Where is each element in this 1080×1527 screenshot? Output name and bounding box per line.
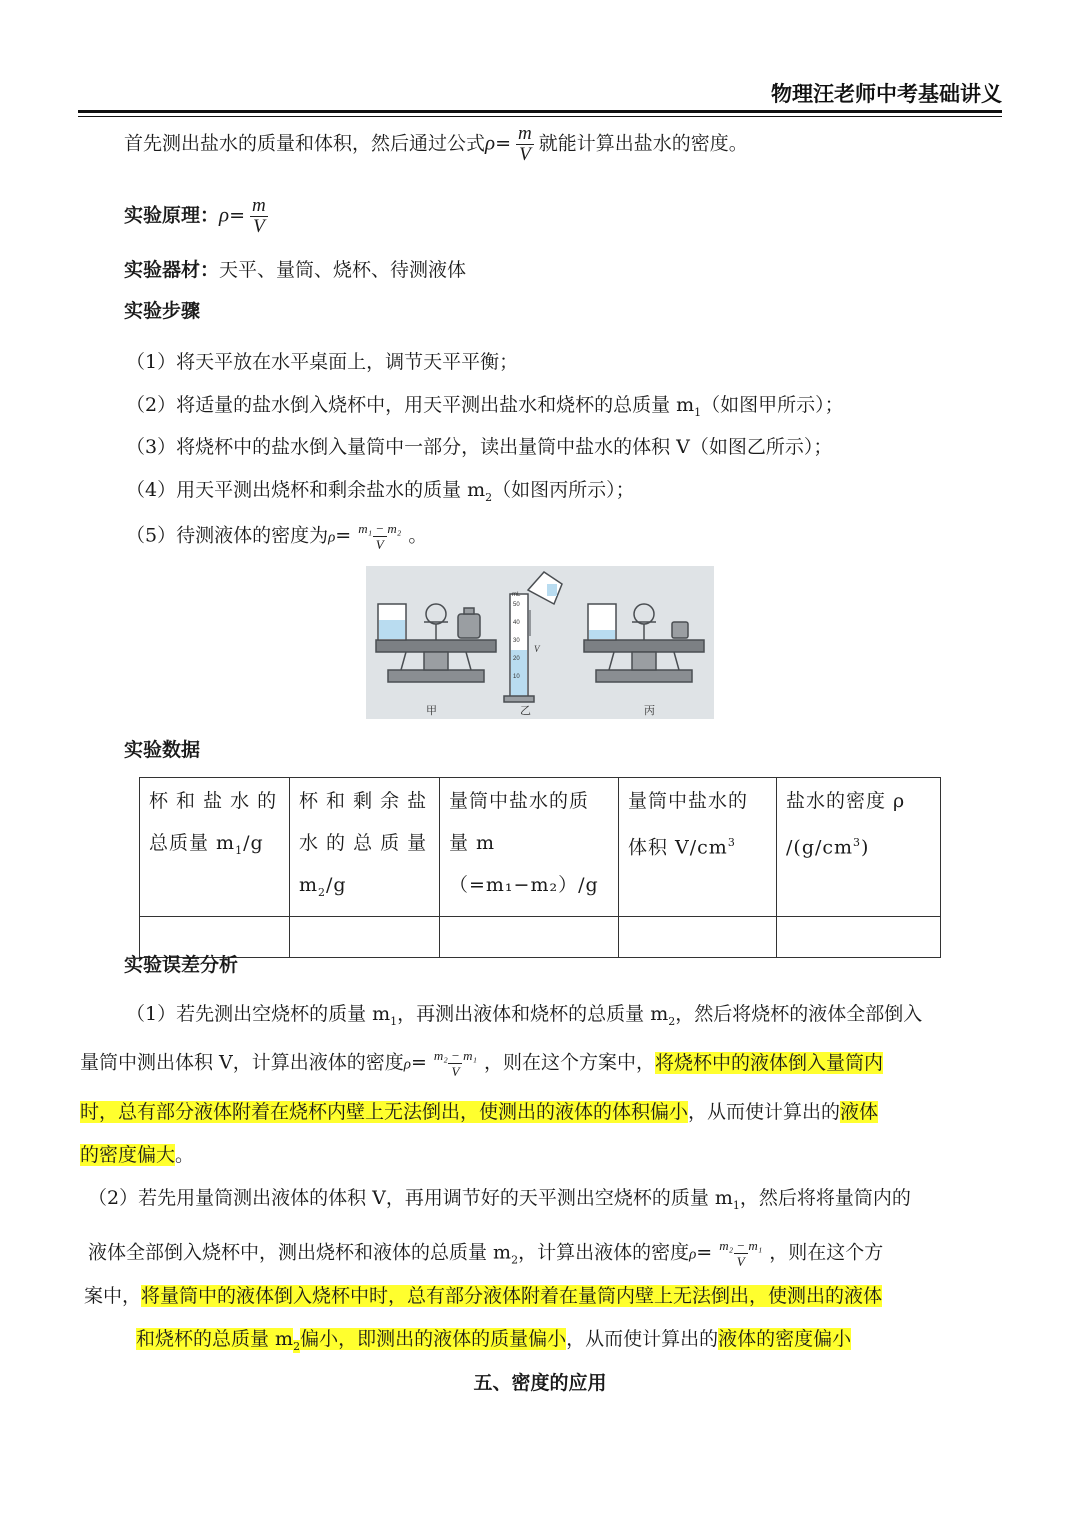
th1-unit: /g [243,832,264,854]
err2-l3-highlight: 将量筒中的液体倒入烧杯中时，总有部分液体附着在量筒内壁上无法倒出，使测出的液体 [141,1285,883,1307]
cylinder-v-label: V [534,644,540,654]
err2-l2-b: ，计算出液体的密度 [518,1241,690,1264]
err1-l4-b: 。 [175,1144,195,1166]
table-cell [290,916,440,957]
err1-l1-c: ，然后将烧杯的液体全部倒入 [675,1003,923,1025]
intro-paragraph [124,124,748,165]
th5-text: /(g/cm [786,836,854,859]
cylinder-tick-20: 20 [513,656,520,662]
err1-l1-sub2: 2 [668,1014,676,1028]
step-5-frac-num: m₁ − m₂ [358,521,402,536]
principle-frac-den: V [250,216,268,237]
intro-text-before: 首先测出盐水的质量和体积，然后通过公式 [124,132,486,155]
table-header-cell-2 [290,778,440,917]
th2-unit: /g [326,874,347,896]
err2-line2 [88,1238,883,1274]
th2-line2: 水 的 总 质 量 [299,832,428,854]
err1-line1 [126,1000,922,1036]
th2-sub: 2 [318,885,327,899]
header-rule-thin [78,116,1002,117]
err1-line3 [80,1098,878,1126]
th1-line1: 杯 和 盐 水 的 [149,790,278,812]
th4-text: 体积 V/cm [628,836,728,859]
err2-l1-a: （2）若先用量筒测出液体的体积 V，再用调节好的天平测出空烧杯的质量 m [88,1187,733,1209]
step-5-rho: ρ [328,529,336,546]
err2-l1-b: ，然后将将量筒内的 [739,1187,911,1209]
step-5-fraction [355,521,404,552]
table-cell [777,916,941,957]
err1-l4-highlight: 的密度偏大 [80,1144,176,1166]
intro-rho: ρ [485,130,496,155]
th2-line1: 杯 和 剩 余 盐 [299,790,428,812]
balance-jia [376,604,496,682]
step-3: （3）将烧杯中的盐水倒入量筒中一部分，读出量筒中盐水的体积 V（如图乙所示）； [126,436,833,458]
intro-frac-den: V [516,144,534,165]
err2-l4-highlight-b: 偏小，即测出的液体的质量偏小 [300,1328,567,1350]
err2-l2-rho: ρ [689,1246,697,1263]
cylinder-tick-30: 30 [513,638,520,644]
th4-line1: 量筒中盐水的 [628,790,749,812]
equipment-label: 实验器材： [124,259,220,281]
th1-text: 总质量 m [149,832,236,854]
step-2-text: （2）将适量的盐水倒入烧杯中，用天平测出盐水和烧杯的总质量 m [126,394,695,416]
err2-l3-a: 案中， [84,1285,142,1307]
figure-label-bing: 丙 [644,704,655,717]
principle-eq: = [229,204,246,227]
err2-l2-a: 液体全部倒入烧杯中，测出烧杯和液体的总质量 m [88,1241,512,1264]
err2-l4-sub: 2 [293,1339,301,1353]
steps-heading: 实验步骤 [124,300,201,322]
experiment-illustration [366,566,714,719]
table-header-cell-5 [777,778,941,917]
principle-frac-num: m [252,195,266,216]
err1-l1-b: ，再测出液体和烧杯的总质量 m [397,1003,669,1025]
step-5-after: 。 [408,524,428,547]
th1-sub: 1 [235,843,244,857]
err2-line1 [88,1184,911,1220]
err1-l3-highlight2: 液体 [840,1101,879,1123]
equipment-line [124,256,466,284]
principle-line [124,196,273,237]
th3-line1: 量筒中盐水的质 [449,790,590,812]
th2-m: m [299,874,319,896]
step-1: （1）将天平放在水平桌面上，调节天平平衡； [126,351,519,373]
step-5-frac-den: V [373,536,387,552]
err1-l2-eq: = [410,1051,427,1074]
figure-label-jia: 甲 [426,704,437,717]
th1-line2 [149,822,280,872]
th4-line2 [628,822,767,868]
table-cell [440,916,619,957]
table-header-cell-1 [140,778,290,917]
th5-sup: 3 [853,836,862,849]
table-row [140,916,941,957]
step-5 [126,521,427,552]
principle-rho: ρ [219,202,230,227]
cylinder-unit: mL [512,592,521,598]
data-heading: 实验数据 [124,739,201,761]
step-5-eq: = [335,524,352,547]
principle-fraction [249,196,269,237]
err2-l4-b: ，从而使计算出的 [566,1328,719,1350]
err1-l2-fraction [431,1048,480,1079]
err1-l3-b: ，从而使计算出的 [688,1101,841,1123]
intro-eq: = [495,132,512,155]
err1-line4 [80,1141,194,1169]
err2-l2-sub: 2 [511,1253,519,1267]
err1-l2-frac-num: m₂ − m₁ [433,1048,477,1063]
step-4-sub: 2 [485,490,493,504]
err1-l2-a: 量筒中测出体积 V，计算出液体的密度 [80,1051,404,1074]
step-5-text: （5）待测液体的密度为 [126,524,329,547]
err2-line4 [136,1325,851,1361]
err2-l2-frac-num: m₂ − m₁ [719,1238,763,1253]
header-rule-thick [78,110,1002,113]
step-2 [126,391,844,427]
err2-line3 [84,1282,882,1310]
intro-fraction [515,124,535,165]
th2-line3 [299,864,430,914]
err1-l2-highlight: 将烧杯中的液体倒入量筒内 [655,1051,884,1074]
th3-line2: 量 m（=m₁−m₂）/g [449,832,599,896]
err2-l4-highlight2: 液体的密度偏小 [718,1328,852,1350]
err1-l2-frac-den: V [448,1063,462,1079]
step-4 [126,476,635,512]
err1-l1-sub: 1 [390,1014,398,1028]
th5-line1: 盐水的密度 ρ [786,790,906,812]
equipment-items: 天平、量筒、烧杯、待测液体 [219,259,467,281]
step-2-after: （如图甲所示）； [701,394,844,416]
table-header-cell-4 [619,778,777,917]
err1-l2-b: ，则在这个方案中， [483,1051,655,1074]
table-cell [619,916,777,957]
th5-close: ) [861,836,870,859]
cylinder-tick-40: 40 [513,620,520,626]
err1-l2-rho: ρ [403,1056,411,1073]
err1-line2 [80,1048,883,1079]
err2-l2-c: ，则在这个方 [769,1241,884,1264]
err2-l4-highlight-a: 和烧杯的总质量 m [136,1328,294,1350]
intro-text-after: 就能计算出盐水的密度。 [538,132,748,155]
experiment-figure [366,566,714,719]
intro-frac-num: m [518,123,532,144]
table-header-row [140,778,941,917]
th4-sup: 3 [727,836,736,849]
cylinder-tick-10: 10 [513,674,520,680]
err2-l2-frac-den: V [734,1253,748,1269]
err2-l1-sub: 1 [732,1198,740,1212]
table-header-cell-3 [440,778,619,917]
err1-l3-highlight: 时，总有部分液体附着在烧杯内壁上无法倒出，使测出的液体的体积偏小 [80,1101,689,1123]
th5-line2 [786,822,931,868]
err2-l2-fraction [716,1238,765,1269]
error-heading: 实验误差分析 [124,954,239,976]
step-4-after: （如图丙所示）； [492,479,635,501]
data-table [139,777,941,958]
err1-l1-a: （1）若先测出空烧杯的质量 m [126,1003,391,1025]
step-2-sub: 1 [694,405,702,419]
cylinder-tick-50: 50 [513,602,520,608]
figure-label-yi: 乙 [520,704,531,717]
section-title: 五、密度的应用 [473,1372,607,1394]
principle-label: 实验原理： [124,204,220,227]
balance-bing [584,604,704,682]
header-title: 物理汪老师中考基础讲义 [771,82,1002,106]
err2-l2-eq: = [696,1241,713,1264]
step-4-text: （4）用天平测出烧杯和剩余盐水的质量 m [126,479,486,501]
